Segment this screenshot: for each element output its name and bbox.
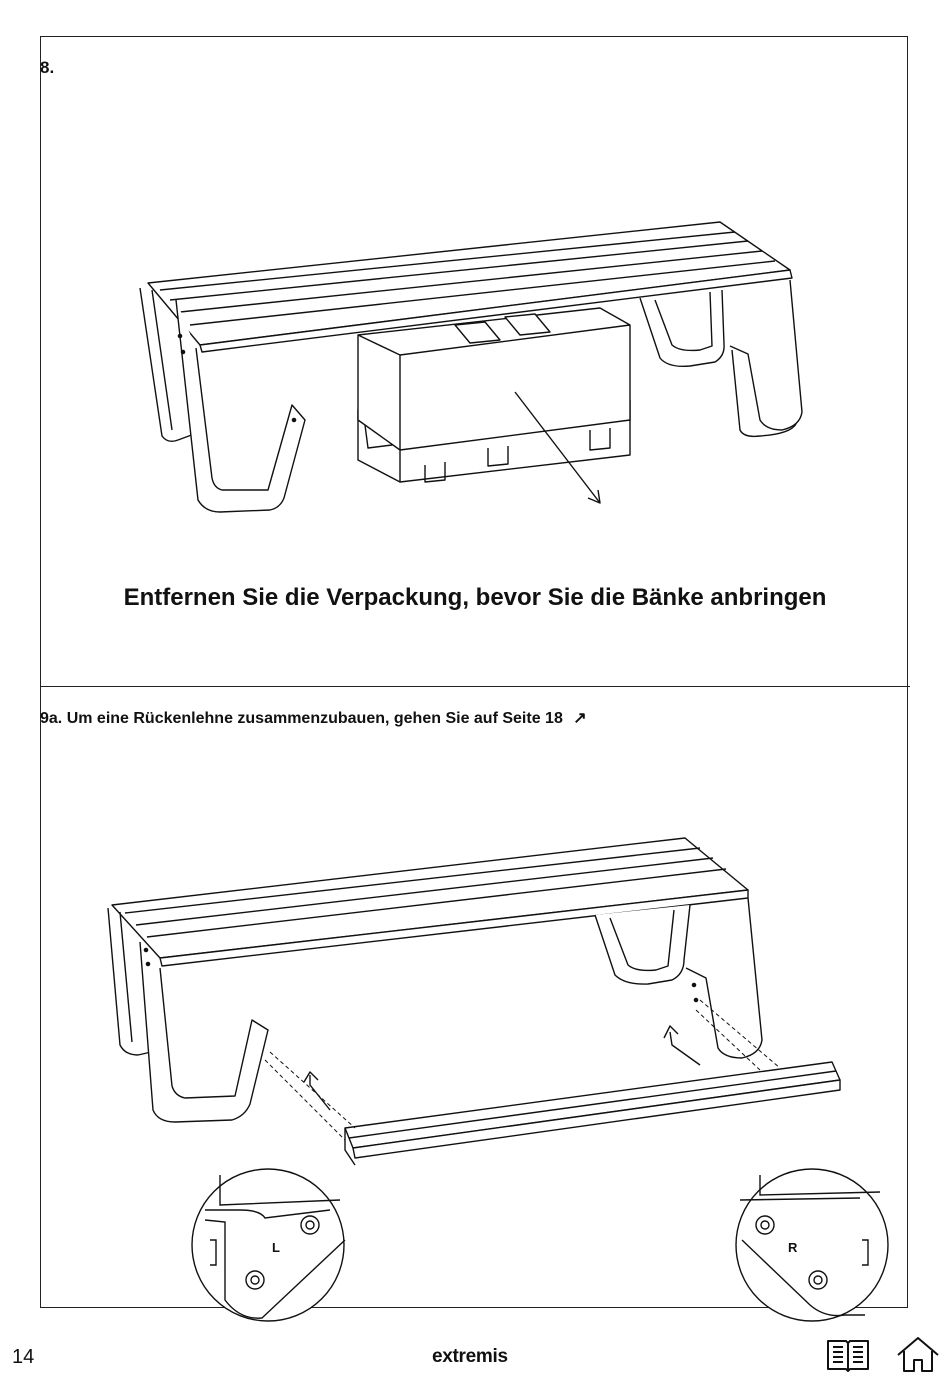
step-8-caption: Entfernen Sie die Verpackung, bevor Sie die Bänke anbringen (123, 584, 827, 611)
home-icon[interactable] (894, 1333, 942, 1375)
external-link-arrow-icon[interactable]: ↗ (573, 710, 587, 727)
page-number: 14 (12, 1346, 35, 1368)
detail-circle-left (192, 1169, 345, 1321)
detail-circle-right (736, 1169, 888, 1321)
step-9a-text: 9a. Um eine Rückenlehne zusammenzubauen, gehen Sie auf Seite 18 (40, 710, 563, 727)
detail-letter-left: L (272, 1240, 280, 1255)
detail-letter-right: R (788, 1240, 798, 1255)
book-icon[interactable] (824, 1333, 872, 1375)
brand-logo: extremis (432, 1346, 508, 1367)
step-8-number: 8. (40, 58, 55, 77)
